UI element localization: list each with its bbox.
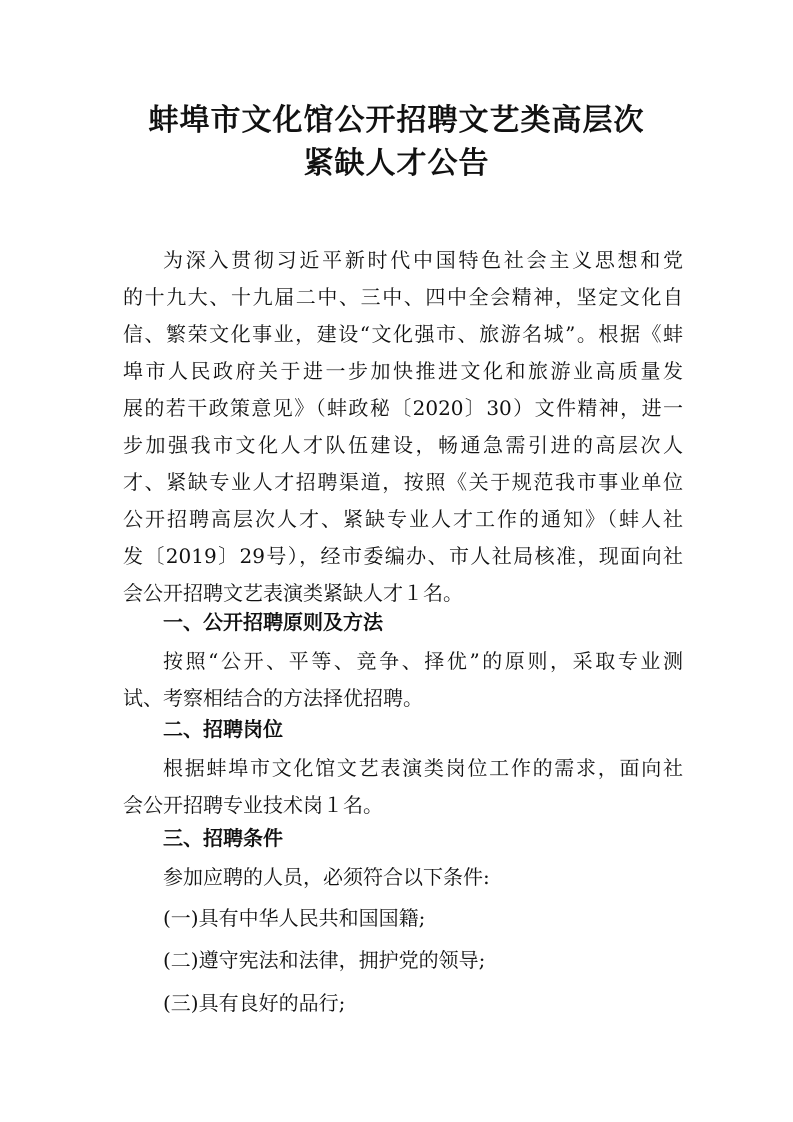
intro-line: 埠市人民政府关于进一步加快推进文化和旅游业高质量发 — [123, 359, 683, 383]
intro-line: 为深入贯彻习近平新时代中国特色社会主义思想和党 — [163, 248, 683, 272]
document-title-line-2: 紧缺人才公告 — [303, 146, 490, 181]
intro-line: 步加强我市文化人才队伍建设，畅通急需引进的高层次人 — [123, 433, 683, 457]
intro-line: 会公开招聘文艺表演类紧缺人才１名。 — [123, 581, 463, 605]
section-line: 按照“公开、平等、竞争、择优”的原则，采取专业测 — [163, 649, 683, 673]
section-heading-principles: 一、公开招聘原则及方法 — [163, 610, 383, 634]
intro-line: 发〔2019〕29号），经市委编办、市人社局核准，现面向社 — [123, 544, 683, 568]
intro-line: 才、紧缺专业人才招聘渠道，按照《关于规范我市事业单位 — [123, 470, 683, 494]
requirement-item: (一)具有中华人民共和国国籍; — [163, 906, 426, 930]
section-line: 会公开招聘专业技术岗１名。 — [123, 793, 383, 817]
section-line: 根据蚌埠市文化馆文艺表演类岗位工作的需求，面向社 — [163, 756, 683, 780]
intro-line: 信、繁荣文化事业，建设“文化强市、旅游名城”。根据《蚌 — [123, 322, 683, 346]
section-line: 试、考察相结合的方法择优招聘。 — [123, 686, 423, 710]
intro-line: 公开招聘高层次人才、紧缺专业人才工作的通知》（蚌人社 — [123, 507, 683, 531]
section-heading-requirements: 三、招聘条件 — [163, 826, 283, 850]
section-heading-positions: 二、招聘岗位 — [163, 717, 283, 741]
section-line: 参加应聘的人员，必须符合以下条件: — [163, 865, 490, 889]
requirement-item: (三)具有良好的品行; — [163, 991, 346, 1015]
document-title-line-1: 蚌埠市文化馆公开招聘文艺类高层次 — [148, 103, 645, 138]
intro-line: 的十九大、十九届二中、三中、四中全会精神，坚定文化自 — [123, 285, 683, 309]
requirement-item: (二)遵守宪法和法律，拥护党的领导; — [163, 948, 486, 972]
intro-line: 展的若干政策意见》（蚌政秘〔2020〕30）文件精神，进一 — [123, 396, 683, 420]
